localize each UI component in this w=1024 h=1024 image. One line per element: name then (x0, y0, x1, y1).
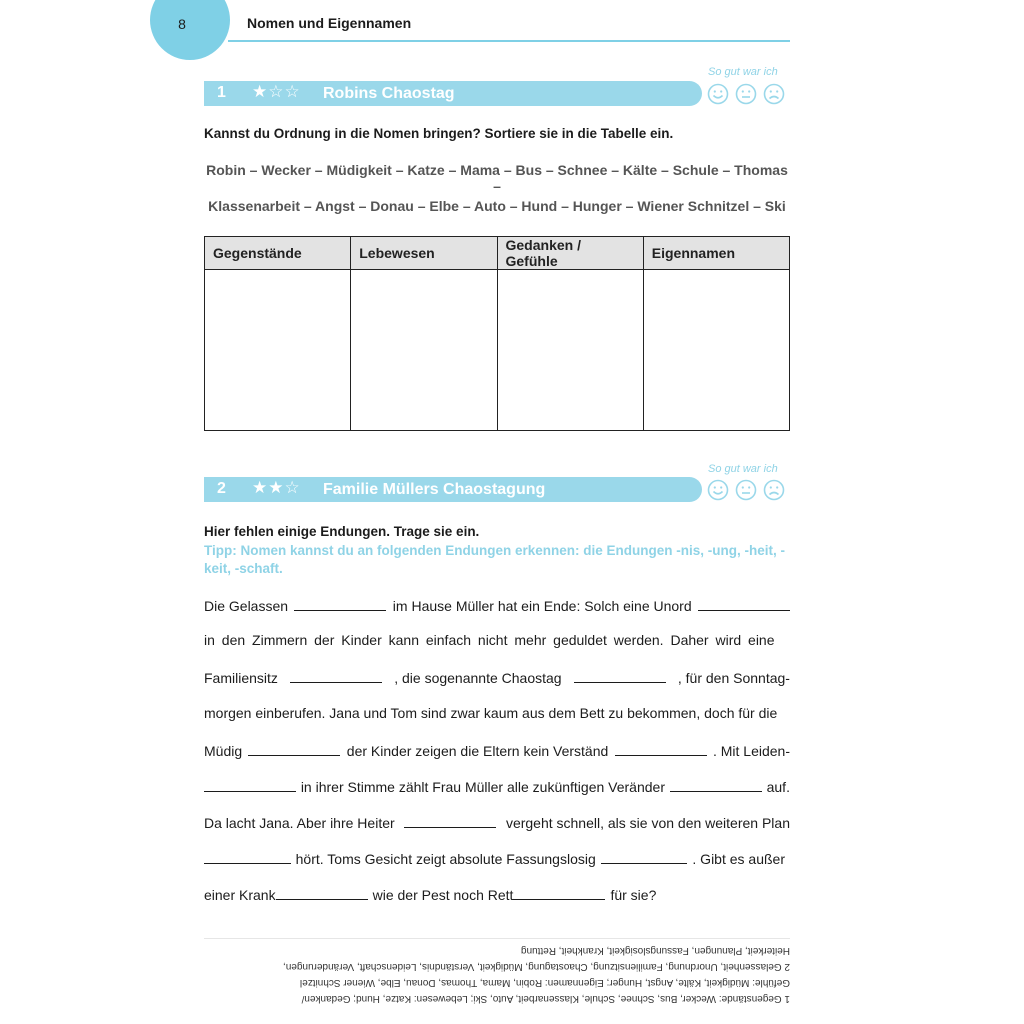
blank-field[interactable] (204, 777, 296, 792)
blank-field[interactable] (290, 668, 382, 683)
task-number: 2 (217, 480, 226, 497)
text-fragment: . Mit Leiden- (712, 743, 790, 759)
answer-key-line: Heiterkeit, Planungen, Fassungslosigkeit, Krankheit, Rettung (520, 945, 790, 956)
footer-divider (204, 938, 790, 939)
page-number: 8 (178, 16, 186, 32)
self-rating-faces (707, 83, 785, 105)
neutral-face-icon[interactable] (735, 83, 757, 105)
sad-face-icon[interactable] (763, 479, 785, 501)
self-rating-label: So gut war ich (708, 463, 778, 475)
text-fragment: wie der Pest noch Rett (372, 887, 514, 903)
blank-field[interactable] (615, 741, 707, 756)
text-fragment: Müdig (204, 743, 243, 759)
text-fragment: für sie? (610, 887, 657, 903)
sad-face-icon[interactable] (763, 83, 785, 105)
column-header-thoughts-feelings: Gedanken / Gefühle (497, 237, 643, 270)
blank-field[interactable] (670, 777, 762, 792)
chapter-title: Nomen und Eigennamen (247, 15, 412, 31)
text-fragment: Familiensitz (204, 670, 278, 686)
text-fragment: im Hause Müller hat ein Ende: Solch eine Unord (392, 598, 692, 614)
blank-field[interactable] (294, 596, 386, 611)
cloze-line-5 (204, 741, 790, 759)
task-2-header (204, 477, 702, 502)
word-list-line-1: Robin – Wecker – Müdigkeit – Katze – Mama – Bus – Schnee – Kälte – Schule – Thomas – (206, 162, 788, 194)
happy-face-icon[interactable] (707, 83, 729, 105)
task-2-instruction: Hier fehlen einige Endungen. Trage sie ein. (204, 524, 480, 539)
cloze-line-2 (204, 632, 790, 648)
blank-field[interactable] (601, 849, 688, 864)
header-divider (228, 40, 790, 42)
task-number: 1 (217, 84, 226, 101)
column-header-proper-names: Eigennamen (643, 237, 789, 270)
difficulty-stars-icon: ★★☆ (252, 478, 301, 497)
cloze-line-7 (204, 813, 790, 831)
text-fragment: der Kinder zeigen die Eltern kein Verständ (346, 743, 609, 759)
answer-cell-proper-names[interactable] (643, 270, 789, 431)
task-1-instruction: Kannst du Ordnung in die Nomen bringen? Sortiere sie in die Tabelle ein. (204, 126, 674, 141)
cloze-line-9 (204, 885, 790, 903)
task-2-tip: Tipp: Nomen kannst du an folgenden Endungen erkennen: die Endungen -nis, -ung, -heit, -keit, -schaft. (204, 543, 785, 576)
text-fragment: Da lacht Jana. Aber ihre Heiter (204, 815, 395, 831)
cloze-line-1 (204, 596, 790, 614)
text-fragment: einer Krank (204, 887, 276, 903)
cloze-line-8 (204, 849, 790, 867)
blank-field[interactable] (574, 668, 666, 683)
neutral-face-icon[interactable] (735, 479, 757, 501)
happy-face-icon[interactable] (707, 479, 729, 501)
task-1-header (204, 81, 702, 106)
text-fragment: vergeht schnell, als sie von den weiteren Plan (505, 815, 790, 831)
text-fragment: , die sogenannte Chaostag (394, 670, 562, 686)
answer-key (204, 942, 790, 1006)
text-fragment: morgen einberufen. Jana und Tom sind zwar kaum aus dem Bett zu bekommen, doch für die (204, 705, 778, 721)
cloze-line-6 (204, 777, 790, 795)
difficulty-stars-icon: ★☆☆ (252, 82, 301, 101)
blank-field[interactable] (513, 885, 605, 900)
blank-field[interactable] (276, 885, 368, 900)
text-fragment: hört. Toms Gesicht zeigt absolute Fassungslosig (295, 851, 596, 867)
text-fragment: , für den Sonntag- (677, 670, 790, 686)
column-header-living-beings: Lebewesen (351, 237, 497, 270)
text-fragment: in ihrer Stimme zählt Frau Müller alle zukünftigen Veränder (300, 779, 665, 795)
cloze-line-3 (204, 668, 790, 686)
text-fragment: auf. (766, 779, 790, 795)
blank-field[interactable] (248, 741, 340, 756)
self-rating-label: So gut war ich (708, 66, 778, 78)
answer-cell-objects[interactable] (205, 270, 351, 431)
text-fragment: . Gibt es außer (692, 851, 785, 867)
task-title: Robins Chaostag (323, 85, 455, 102)
task-title: Familie Müllers Chaostagung (323, 481, 546, 498)
blank-field[interactable] (204, 849, 291, 864)
answer-cell-living-beings[interactable] (351, 270, 497, 431)
sorting-table (204, 236, 790, 431)
word-list-line-2: Klassenarbeit – Angst – Donau – Elbe – Auto – Hund – Hunger – Wiener Schnitzel – Ski (208, 198, 786, 214)
column-header-objects: Gegenstände (205, 237, 351, 270)
answer-key-line: Gefühle: Müdigkeit, Kälte, Angst, Hunger; Eigennamen: Robin, Mama, Thomas, Donau, Elbe, Wiener Schnitzel (299, 977, 790, 988)
answer-key-line: 1 Gegenstände: Wecker, Bus, Schnee, Schule, Klassenarbeit, Auto, Ski; Lebewesen: Katze, Hund; Gedanken/ (301, 993, 790, 1004)
answer-key-line: 2 Gelassenheit, Unordnung, Familiensitzung, Chaostagung, Müdigkeit, Verständnis, Leidenschaft, Veränderungen, (283, 961, 790, 972)
blank-field[interactable] (404, 813, 496, 828)
text-fragment: Die Gelassen (204, 598, 289, 614)
self-rating-faces (707, 479, 785, 501)
answer-cell-thoughts-feelings[interactable] (497, 270, 643, 431)
blank-field[interactable] (698, 596, 790, 611)
cloze-line-4 (204, 705, 790, 721)
text-fragment: in den Zimmern der Kinder kann einfach nicht mehr geduldet werden. Daher wird eine (204, 632, 775, 648)
